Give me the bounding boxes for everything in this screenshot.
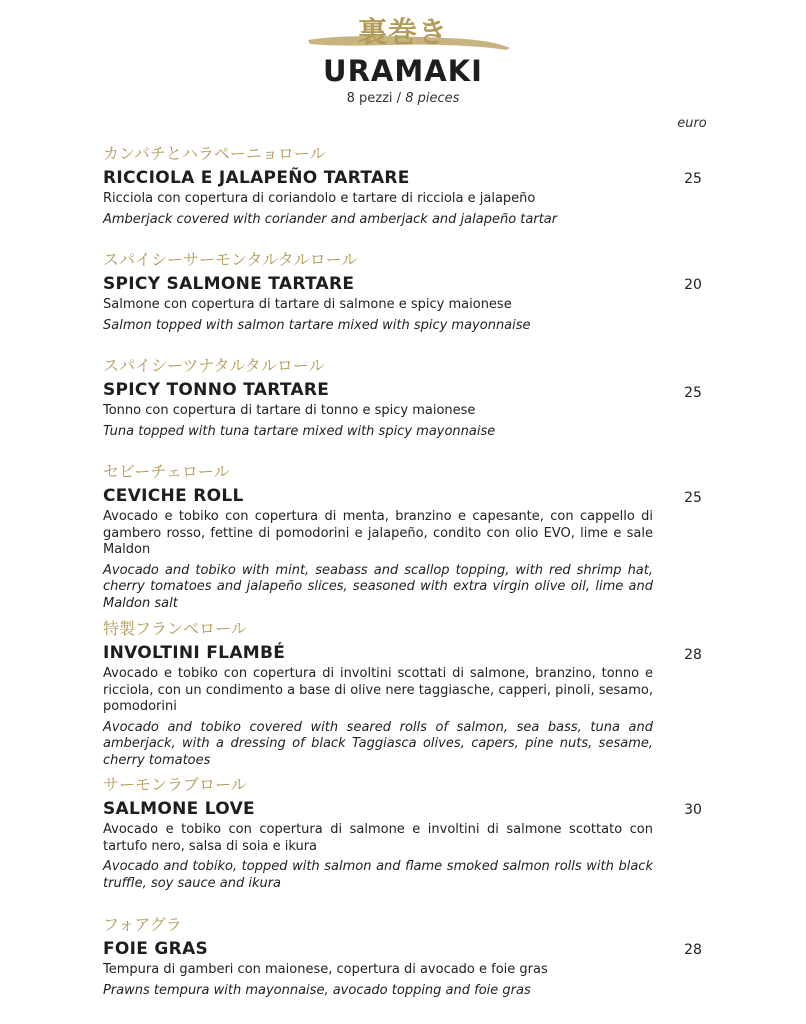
- item-name: INVOLTINI FLAMBÉ: [103, 643, 286, 663]
- item-description-italian: Avocado e tobiko con copertura di menta, branzino e capesante, con cappello di gambero rosso, fettine di pomodorini e jalapeño, condito con olio EVO, lime e sale Maldon: [103, 509, 653, 557]
- menu-item-spicy-tonno: [103, 356, 713, 440]
- menu-item-ceviche-roll: [103, 462, 713, 612]
- item-japanese-name: 特製フランベロール: [103, 619, 247, 638]
- item-name: SPICY SALMONE TARTARE: [103, 274, 355, 294]
- menu-item-foie-gras: [103, 915, 713, 999]
- item-japanese-name: サーモンラブロール: [103, 775, 247, 794]
- item-description-italian: Tempura di gamberi con maionese, copertura di avocado e foie gras: [103, 962, 548, 977]
- item-name: FOIE GRAS: [103, 939, 209, 959]
- item-japanese-name: カンパチとハラペーニョロール: [103, 144, 326, 163]
- pieces-english: 8 pieces: [405, 91, 460, 106]
- menu-item-ricciola-jalapeno: [103, 144, 713, 228]
- currency-label: euro: [677, 116, 707, 131]
- item-price: 25: [684, 171, 702, 187]
- menu-item-involtini-flambe: [103, 619, 713, 769]
- pieces-italian: 8 pezzi /: [346, 91, 406, 106]
- item-description-english: Salmon topped with salmon tartare mixed with spicy mayonnaise: [103, 317, 531, 333]
- menu-item-spicy-salmone: [103, 250, 713, 334]
- item-description-english: Avocado and tobiko covered with seared rolls of salmon, sea bass, tuna and amberjack, with a dressing of black Taggiasca olives, capers, pine nuts, sesame, cherry tomatoes: [103, 719, 653, 768]
- item-name: SALMONE LOVE: [103, 799, 255, 819]
- japanese-title: 裏巻き: [357, 15, 448, 49]
- item-description-italian: Avocado e tobiko con copertura di involtini scottati di salmone, branzino, tonno e ricciola, con un condimento a base di olive nere taggiasche, capperi, pinoli, sesamo, pomodorini: [103, 666, 653, 714]
- item-description-english: Prawns tempura with mayonnaise, avocado topping and foie gras: [103, 982, 531, 998]
- menu-item-salmone-love: [103, 775, 713, 892]
- item-description-english: Tuna topped with tuna tartare mixed with spicy mayonnaise: [103, 423, 496, 439]
- item-description-english: Avocado and tobiko with mint, seabass and scallop topping, with red shrimp hat, cherry tomatoes and jalapeño slices, seasoned with extra virgin olive oil, lime and Maldon salt: [103, 562, 653, 611]
- item-price: 25: [684, 385, 702, 401]
- pieces-subtitle: [0, 91, 806, 106]
- item-japanese-name: セビーチェロール: [103, 462, 230, 481]
- item-price: 20: [684, 277, 702, 293]
- item-description-italian: Tonno con copertura di tartare di tonno e spicy maionese: [103, 403, 476, 418]
- page-title: URAMAKI: [323, 54, 483, 88]
- item-description-english: Avocado and tobiko, topped with salmon and flame smoked salmon rolls with black truffle, soy sauce and ikura: [103, 859, 653, 891]
- item-price: 30: [684, 802, 702, 818]
- item-name: RICCIOLA E JALAPEÑO TARTARE: [103, 168, 410, 188]
- item-name: CEVICHE ROLL: [103, 486, 244, 506]
- item-japanese-name: スパイシーツナタルタルロール: [103, 356, 325, 375]
- item-japanese-name: スパイシーサーモンタルタルロール: [103, 250, 358, 269]
- item-price: 28: [684, 942, 702, 958]
- menu-header: [0, 0, 806, 120]
- item-price: 25: [684, 490, 702, 506]
- item-description-italian: Avocado e tobiko con copertura di salmone e involtini di salmone scottato con tartufo nero, salsa di soia e ikura: [103, 822, 653, 854]
- item-name: SPICY TONNO TARTARE: [103, 380, 330, 400]
- item-price: 28: [684, 647, 702, 663]
- item-description-italian: Ricciola con copertura di coriandolo e tartare di ricciola e jalapeño: [103, 191, 536, 206]
- item-description-italian: Salmone con copertura di tartare di salmone e spicy maionese: [103, 297, 512, 312]
- item-japanese-name: フォアグラ: [103, 915, 182, 934]
- item-description-english: Amberjack covered with coriander and amberjack and jalapeño tartar: [103, 211, 558, 227]
